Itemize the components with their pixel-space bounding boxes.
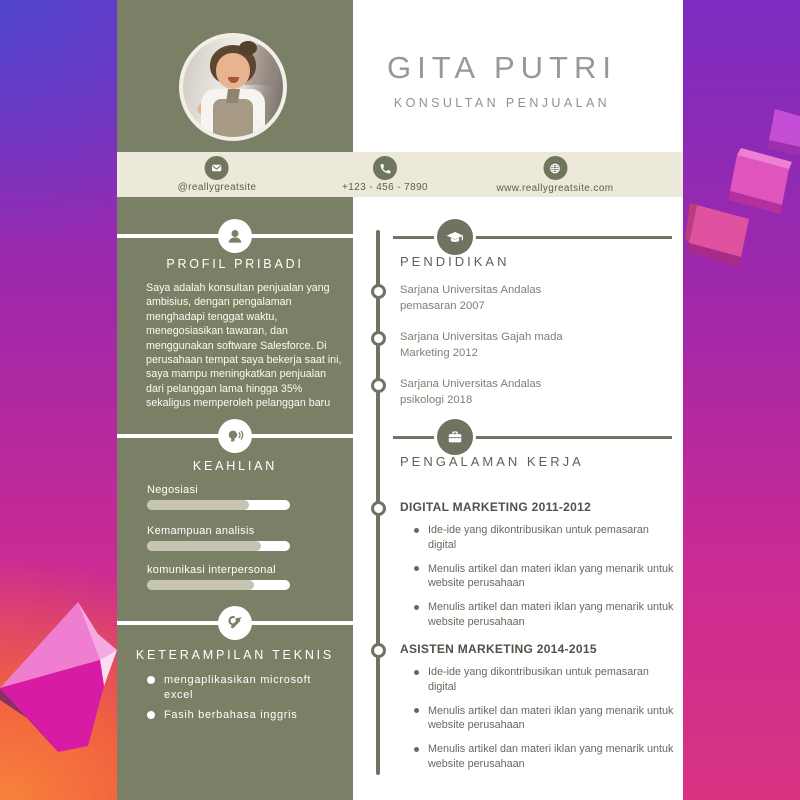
resume-page: [117, 0, 683, 800]
profile-heading: PROFIL PRIBADI: [166, 257, 304, 271]
profile-text: Saya adalah konsultan penjualan yang ambisius, dengan pengalaman menghadapi tenggat waktu, menegosiasikan tawaran, dan menggunakan software Salesforce. Di perusahaan tempat saya bekerja saat ini, saya mampu meningkatkan penjualan dari pelanggan lama hingga 35% sekaligus memperoleh pelanggan baru: [146, 282, 342, 410]
phone-icon: [373, 156, 397, 180]
contact-phone[interactable]: [342, 156, 428, 193]
job-bullet-text: Menulis artikel dan materi iklan yang menarik untuk website perusahaan: [428, 601, 674, 628]
technical-item-label: Fasih berbahasa inggris: [164, 709, 298, 721]
contact-email-label: @reallygreatsite: [177, 182, 257, 193]
job-bullet-list: [414, 523, 676, 639]
job-bullet: [414, 704, 676, 733]
skill-bar-fill: [147, 500, 249, 510]
job-bullet-text: Ide-ide yang dikontribusikan untuk pemasaran digital: [428, 666, 649, 693]
job-bullet-text: Menulis artikel dan materi iklan yang menarik untuk website perusahaan: [428, 743, 674, 770]
education-item-degree: Marketing 2012: [400, 346, 478, 359]
job-bullet-list: [414, 665, 676, 781]
education-heading: PENDIDIKAN: [400, 254, 510, 269]
skill-label: Kemampuan analisis: [147, 525, 255, 537]
skill-bar-fill: [147, 541, 261, 551]
skill-bar-fill: [147, 580, 254, 590]
speaking-head-icon: [218, 419, 252, 453]
person-icon: [218, 219, 252, 253]
skill-bar-track: [147, 541, 290, 551]
envelope-icon: [205, 156, 229, 180]
job-bullet: [414, 665, 676, 694]
education-item-school: Sarjana Universitas Andalas: [400, 284, 542, 296]
skill-bar-track: [147, 500, 290, 510]
timeline-node: [371, 501, 386, 516]
education-item-degree: psikologi 2018: [400, 393, 473, 406]
globe-icon: [543, 156, 567, 180]
technical-item-label: mengaplikasikan microsoft excel: [164, 674, 312, 701]
bullet-icon: [147, 676, 155, 684]
job-bullet: [414, 742, 676, 771]
bullet-icon: [147, 711, 155, 719]
education-item: [400, 330, 640, 361]
timeline-node: [371, 284, 386, 299]
job-bullet: [414, 523, 676, 552]
wrench-icon: [218, 606, 252, 640]
graduation-cap-icon: [434, 216, 476, 258]
skill-label: komunikasi interpersonal: [147, 564, 276, 576]
skill-label: Negosiasi: [147, 484, 199, 496]
experience-heading: PENGALAMAN KERJA: [400, 454, 584, 469]
bullet-icon: [414, 566, 419, 571]
briefcase-icon: [434, 416, 476, 458]
education-item-degree: pemasaran 2007: [400, 299, 485, 312]
contact-website[interactable]: [496, 156, 613, 194]
timeline-node: [371, 378, 386, 393]
job-bullet: [414, 600, 676, 629]
profile-photo: [179, 33, 287, 141]
job-bullet-text: Menulis artikel dan materi iklan yang menarik untuk website perusahaan: [428, 562, 674, 589]
job-title: ASISTEN MARKETING 2014-2015: [400, 642, 597, 656]
job-title-subtitle: KONSULTAN PENJUALAN: [393, 96, 611, 110]
bullet-icon: [414, 747, 419, 752]
bullet-icon: [414, 528, 419, 533]
contact-website-label: www.reallygreatsite.com: [496, 182, 614, 194]
job-title: DIGITAL MARKETING 2011-2012: [400, 500, 592, 514]
skill-bar-track: [147, 580, 290, 590]
technical-item: [147, 708, 339, 723]
bullet-icon: [414, 708, 419, 713]
bullet-icon: [414, 605, 419, 610]
header-block: [353, 50, 683, 110]
skills-heading: KEAHLIAN: [192, 459, 278, 473]
contact-bar: [117, 152, 683, 197]
timeline-node: [371, 331, 386, 346]
education-item-school: Sarjana Universitas Andalas: [400, 378, 542, 390]
pink-gem-decoration: [0, 596, 120, 761]
contact-phone-label: +123 - 456 - 7890: [341, 182, 429, 193]
bullet-icon: [414, 670, 419, 675]
page-title: GITA PUTRI: [387, 50, 617, 85]
pink-cubes-decoration: [685, 95, 800, 270]
education-item-school: Sarjana Universitas Gajah mada: [400, 331, 563, 343]
job-bullet-text: Menulis artikel dan materi iklan yang menarik untuk website perusahaan: [428, 704, 674, 731]
job-bullet: [414, 562, 676, 591]
profile-photo-image: [183, 37, 283, 137]
education-item: [400, 283, 640, 314]
technical-heading: KETERAMPILAN TEKNIS: [135, 648, 335, 662]
education-item: [400, 377, 640, 408]
job-bullet-text: Ide-ide yang dikontribusikan untuk pemasaran digital: [428, 524, 649, 551]
technical-item: [147, 673, 339, 702]
contact-email[interactable]: [178, 156, 257, 193]
timeline-node: [371, 643, 386, 658]
